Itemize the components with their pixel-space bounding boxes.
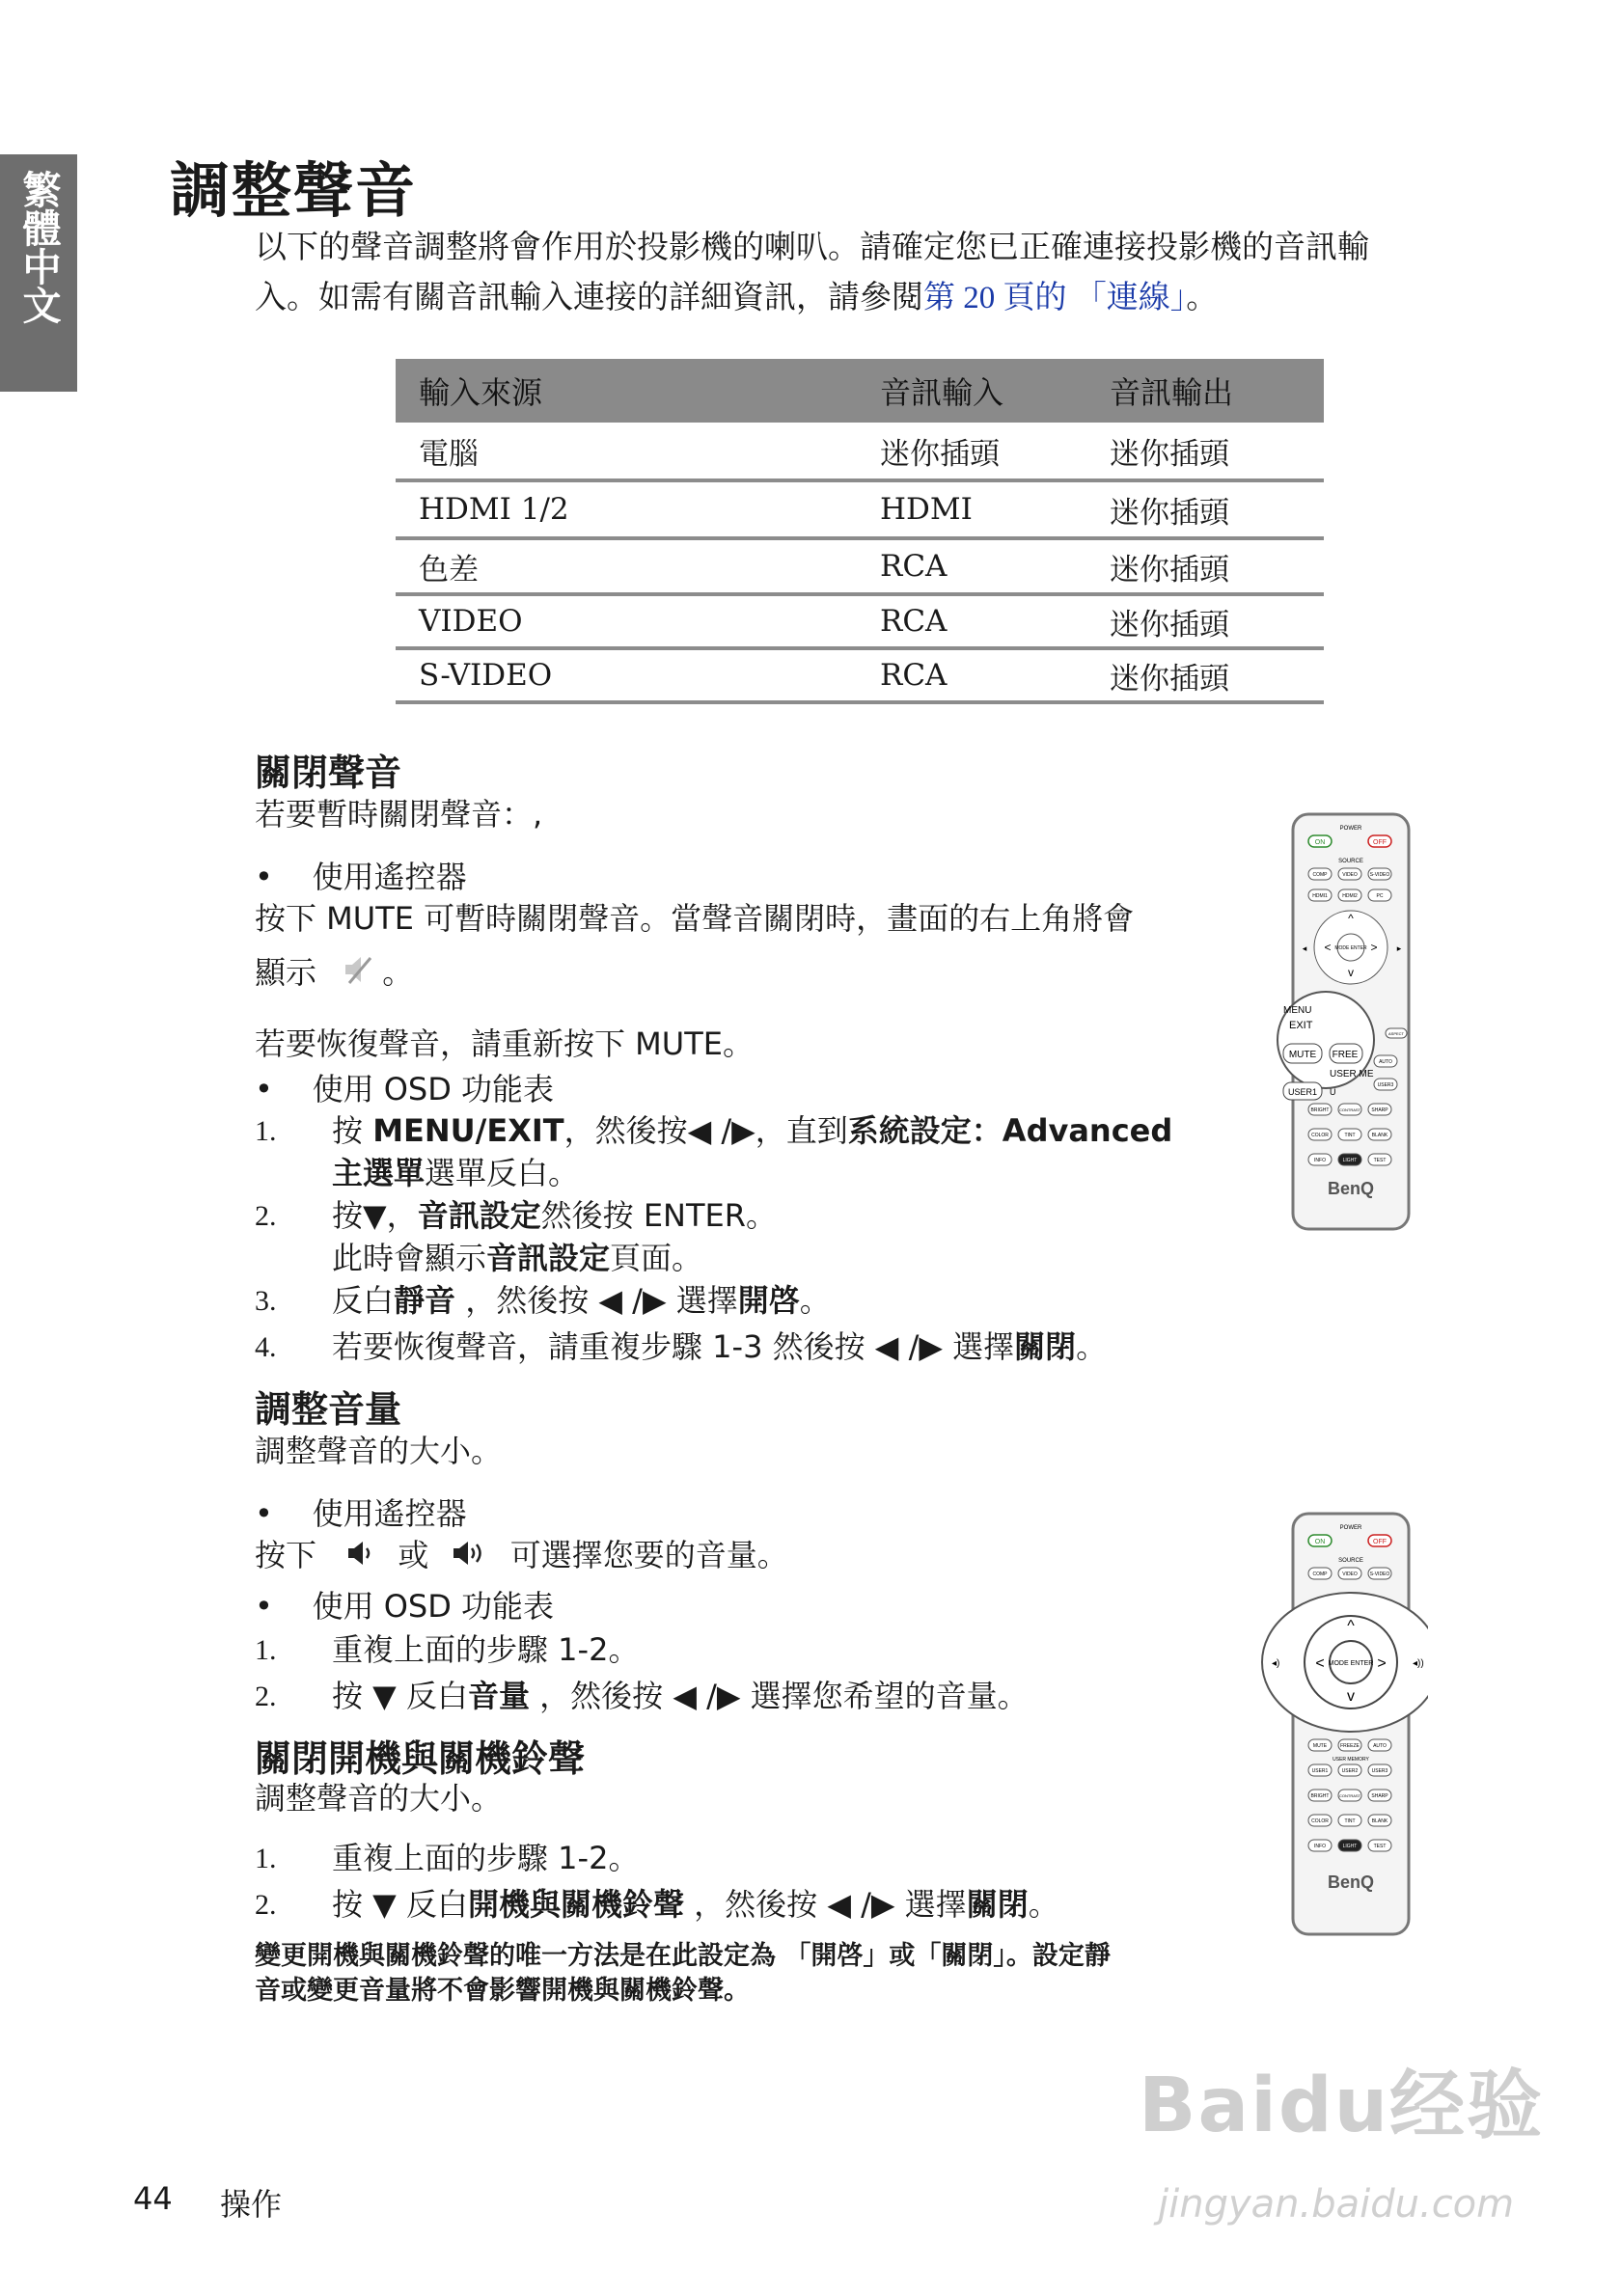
svg-text:v: v bbox=[1348, 966, 1354, 979]
table-cell: S-VIDEO bbox=[396, 648, 857, 702]
audio-source-table bbox=[396, 359, 1324, 704]
remote-blank-label: BLANK bbox=[1371, 1133, 1388, 1138]
intro-line-2-text: 入。如需有關音訊輸入連接的詳細資訊，請參閱 bbox=[255, 278, 923, 315]
remote-off-label: OFF bbox=[1373, 839, 1387, 846]
table-row bbox=[396, 480, 1324, 538]
remote-brand-logo: BenQ bbox=[1327, 1179, 1375, 1198]
baidu-watermark-logo: Baidu经验 bbox=[1139, 2063, 1545, 2149]
step-text: ，然後按 ◀ /▶ 選擇您希望的音量。 bbox=[529, 1678, 1029, 1714]
remote-off-label: OFF bbox=[1373, 1539, 1387, 1545]
language-side-tab bbox=[0, 154, 77, 392]
remote-on-label: ON bbox=[1314, 1539, 1326, 1545]
table-cell: 迷你插頭 bbox=[1086, 648, 1324, 702]
mute-press-line-2-text: 顯示 bbox=[255, 954, 317, 991]
volume-bullet-osd: • 使用 OSD 功能表 bbox=[255, 1588, 555, 1625]
remote-svideo-label: S-VIDEO bbox=[1369, 1572, 1390, 1577]
remote-brand-logo: BenQ bbox=[1327, 1872, 1375, 1892]
table-cell: 迷你插頭 bbox=[1086, 423, 1324, 480]
mute-step-4-num: 4. bbox=[255, 1331, 277, 1363]
step-text: 頁面。 bbox=[610, 1240, 703, 1276]
remote-tint-label: TINT bbox=[1344, 1818, 1356, 1824]
step-text: 按 ▼ 反白 bbox=[332, 1678, 468, 1714]
mute-restore: 若要恢復聲音，請重新按下 MUTE。 bbox=[255, 1025, 754, 1062]
remote-sharp-label: SHARP bbox=[1371, 1107, 1388, 1113]
volume-press-text: 可選擇您要的音量。 bbox=[509, 1537, 788, 1573]
remote-bright-label: BRIGHT bbox=[1310, 1793, 1330, 1799]
mute-speaker-icon bbox=[342, 952, 376, 998]
remote-tint-label: TINT bbox=[1344, 1133, 1356, 1138]
remote-user1-label: USER1 bbox=[1311, 1768, 1329, 1774]
language-tab-label: 繁體中文 bbox=[16, 170, 61, 324]
page-number: 44 bbox=[133, 2180, 173, 2217]
mute-press-line-2-end: 。 bbox=[382, 954, 414, 991]
remote-mode-enter-label: MODE ENTER bbox=[1334, 945, 1367, 951]
beep-step-1-num: 1. bbox=[255, 1843, 277, 1874]
volume-step-2-num: 2. bbox=[255, 1681, 277, 1712]
intro-paragraph bbox=[255, 222, 1432, 323]
volume-up-icon bbox=[451, 1536, 489, 1578]
table-cell: 迷你插頭 bbox=[1086, 594, 1324, 648]
remote-control-mute-illustration bbox=[1254, 810, 1428, 1235]
svg-text:>: > bbox=[1370, 941, 1378, 954]
remote-contrast-label: CONTRAST bbox=[1339, 1107, 1360, 1112]
table-cell: RCA bbox=[857, 648, 1086, 702]
step-bold: 系統設定：Advanced bbox=[847, 1112, 1173, 1149]
mute-heading: 關閉聲音 bbox=[255, 752, 402, 794]
mute-bullet-remote: • 使用遙控器 bbox=[255, 859, 467, 895]
svg-text:◂: ◂ bbox=[1302, 943, 1307, 953]
svg-text:v: v bbox=[1347, 1688, 1355, 1705]
volume-bullet-remote: • 使用遙控器 bbox=[255, 1495, 467, 1532]
mute-step-3 bbox=[332, 1279, 1220, 1322]
beep-step-2-num: 2. bbox=[255, 1889, 277, 1921]
remote-test-label: TEST bbox=[1373, 1158, 1387, 1163]
table-cell: 電腦 bbox=[396, 423, 857, 480]
step-text: ，然後按 ◀ /▶ 選擇 bbox=[455, 1282, 738, 1319]
volume-bullet-osd-text: 使用 OSD 功能表 bbox=[312, 1588, 555, 1625]
remote-info-label: INFO bbox=[1314, 1158, 1326, 1163]
beep-step-1 bbox=[332, 1837, 1220, 1879]
beep-desc: 調整聲音的大小。 bbox=[255, 1780, 503, 1817]
table-row bbox=[396, 538, 1324, 594]
step-bold: 靜音 bbox=[394, 1282, 456, 1319]
remote-callout-menu: MENU bbox=[1283, 1005, 1312, 1016]
remote-user3-label: USER3 bbox=[1377, 1082, 1394, 1088]
step-text: 按 bbox=[332, 1112, 373, 1149]
remote-callout-mute-label: MUTE bbox=[1288, 1050, 1317, 1060]
step-text: 按▼， bbox=[332, 1197, 418, 1234]
step-text: 重複上面的步驟 1-2。 bbox=[332, 1840, 640, 1876]
mute-step-1 bbox=[332, 1109, 1220, 1194]
remote-mute-label: MUTE bbox=[1312, 1743, 1328, 1749]
intro-line-2 bbox=[255, 272, 1432, 323]
remote-comp-label: COMP bbox=[1312, 1572, 1328, 1577]
beep-note-line-2: 音或變更音量將不會影響開機與關機鈴聲。 bbox=[255, 1976, 750, 2006]
connection-page-link[interactable]: 第 20 頁的 「連線」 bbox=[923, 281, 1187, 315]
step-text: 選單反白。 bbox=[425, 1155, 580, 1191]
volume-desc: 調整聲音的大小。 bbox=[255, 1433, 503, 1469]
svg-text:^: ^ bbox=[1348, 912, 1354, 925]
table-cell: RCA bbox=[857, 594, 1086, 648]
remote-video-label: VIDEO bbox=[1342, 872, 1358, 878]
mute-press-line-2 bbox=[255, 951, 413, 998]
volume-down-icon bbox=[345, 1536, 376, 1578]
step-bold: 音訊設定 bbox=[417, 1197, 541, 1234]
remote-sharp-label: SHARP bbox=[1371, 1793, 1388, 1799]
table-cell: HDMI bbox=[857, 480, 1086, 538]
svg-text:>: > bbox=[1377, 1655, 1387, 1672]
mute-step-2 bbox=[332, 1194, 1220, 1279]
remote-callout-user1-label: USER1 bbox=[1287, 1087, 1318, 1097]
remote-callout-freeze-label: FREE bbox=[1332, 1050, 1359, 1060]
mute-bullet-osd: • 使用 OSD 功能表 bbox=[255, 1071, 555, 1107]
svg-text:<: < bbox=[1324, 941, 1332, 954]
mute-desc: 若要暫時關閉聲音：, bbox=[255, 796, 543, 833]
volume-press-line bbox=[255, 1534, 788, 1578]
step-text: 然後按 ENTER。 bbox=[540, 1197, 777, 1234]
remote-volume-up-icon: ◂)) bbox=[1413, 1658, 1424, 1669]
svg-text:^: ^ bbox=[1347, 1618, 1355, 1634]
remote-auto-label: AUTO bbox=[1373, 1743, 1387, 1749]
remote-callout-user-label: USER ME bbox=[1330, 1069, 1374, 1080]
step-text: ，然後按 ◀ /▶ 選擇 bbox=[683, 1886, 967, 1923]
table-cell: RCA bbox=[857, 538, 1086, 594]
volume-press-text: 按下 bbox=[255, 1537, 317, 1573]
remote-info-label: INFO bbox=[1314, 1844, 1326, 1849]
table-row bbox=[396, 594, 1324, 648]
remote-comp-label: COMP bbox=[1312, 872, 1328, 878]
remote-volume-down-icon: ◂) bbox=[1272, 1658, 1280, 1669]
page-title: 調整聲音 bbox=[170, 155, 418, 226]
remote-test-label: TEST bbox=[1373, 1844, 1387, 1849]
remote-pc-label: PC bbox=[1376, 893, 1384, 899]
remote-mode-enter-label: MODE ENTER bbox=[1328, 1660, 1374, 1667]
remote-auto-label: AUTO bbox=[1379, 1059, 1392, 1065]
volume-step-1-num: 1. bbox=[255, 1634, 277, 1666]
remote-callout-u-label: U bbox=[1330, 1087, 1336, 1097]
intro-line-1: 以下的聲音調整將會作用於投影機的喇叭。請確定您已正確連接投影機的音訊輸 bbox=[255, 228, 1369, 265]
remote-contrast-label: CONTRAST bbox=[1339, 1793, 1360, 1798]
table-row bbox=[396, 648, 1324, 702]
volume-step-1 bbox=[332, 1628, 1220, 1671]
volume-heading: 調整音量 bbox=[255, 1388, 402, 1431]
remote-video-label: VIDEO bbox=[1342, 1572, 1358, 1577]
beep-note-line-1: 變更開機與關機鈴聲的唯一方法是在此設定為 「開啓」或「關閉」。設定靜 bbox=[255, 1941, 1111, 1971]
step-bold: 開啓 bbox=[737, 1282, 800, 1319]
footer-section: 操作 bbox=[220, 2186, 283, 2223]
remote-color-label: COLOR bbox=[1311, 1818, 1329, 1824]
remote-user2-label: USER2 bbox=[1341, 1768, 1359, 1774]
step-text: 此時會顯示 bbox=[332, 1240, 487, 1276]
beep-step-2 bbox=[332, 1883, 1258, 1926]
remote-callout-exit: EXIT bbox=[1289, 1020, 1313, 1031]
remote-power-label: POWER bbox=[1339, 1525, 1362, 1531]
step-bold: MENU/EXIT bbox=[372, 1112, 564, 1149]
intro-line-2-end: 。 bbox=[1186, 278, 1219, 315]
volume-bullet-remote-text: 使用遙控器 bbox=[312, 1495, 467, 1532]
step-bold: 主選單 bbox=[332, 1155, 426, 1191]
step-text: 。 bbox=[1076, 1328, 1108, 1365]
svg-text:<: < bbox=[1315, 1655, 1325, 1672]
remote-hdmi1-label: HDMI1 bbox=[1312, 893, 1328, 899]
step-text: ，然後按◀ /▶，直到 bbox=[563, 1112, 848, 1149]
baidu-watermark-url: jingyan.baidu.com bbox=[1158, 2182, 1515, 2227]
remote-user3-label: USER3 bbox=[1371, 1768, 1388, 1774]
table-cell: HDMI 1/2 bbox=[396, 480, 857, 538]
remote-user-memory-label: USER MEMORY bbox=[1333, 1757, 1369, 1763]
mute-step-2-num: 2. bbox=[255, 1200, 277, 1232]
mute-step-3-num: 3. bbox=[255, 1285, 277, 1317]
remote-source-label: SOURCE bbox=[1338, 859, 1363, 864]
step-text: 反白 bbox=[332, 1282, 395, 1319]
volume-step-2 bbox=[332, 1675, 1220, 1717]
table-header-input-source: 輸入來源 bbox=[396, 359, 857, 423]
step-bold: 音訊設定 bbox=[486, 1240, 611, 1276]
remote-power-label: POWER bbox=[1339, 826, 1362, 832]
volume-press-or: 或 bbox=[398, 1537, 429, 1573]
step-text: 重複上面的步驟 1-2。 bbox=[332, 1631, 640, 1668]
mute-step-1-num: 1. bbox=[255, 1115, 277, 1147]
remote-source-label: SOURCE bbox=[1338, 1558, 1363, 1564]
step-text: 若要恢復聲音，請重複步驟 1-3 然後按 ◀ /▶ 選擇 bbox=[332, 1328, 1015, 1365]
step-text: 。 bbox=[799, 1282, 831, 1319]
mute-bullet-osd-text: 使用 OSD 功能表 bbox=[312, 1071, 555, 1107]
table-cell: 迷你插頭 bbox=[1086, 480, 1324, 538]
step-text: 。 bbox=[1028, 1886, 1059, 1923]
step-bold: 關閉 bbox=[966, 1886, 1029, 1923]
step-bold: 關閉 bbox=[1014, 1328, 1077, 1365]
table-header-audio-in: 音訊輸入 bbox=[857, 359, 1086, 423]
mute-press-line-1: 按下 MUTE 可暫時關閉聲音。當聲音關閉時，畫面的右上角將會 bbox=[255, 900, 1135, 937]
beep-note bbox=[255, 1939, 1181, 2009]
remote-control-volume-illustration bbox=[1254, 1510, 1428, 1944]
remote-color-label: COLOR bbox=[1311, 1133, 1329, 1138]
remote-light-label: LIGHT bbox=[1342, 1844, 1358, 1849]
remote-aspect-label: ASPECT bbox=[1387, 1031, 1405, 1036]
table-header-audio-out: 音訊輸出 bbox=[1086, 359, 1324, 423]
table-row bbox=[396, 423, 1324, 480]
remote-light-label: LIGHT bbox=[1342, 1158, 1358, 1163]
mute-bullet-remote-text: 使用遙控器 bbox=[312, 859, 467, 895]
table-cell: 迷你插頭 bbox=[1086, 538, 1324, 594]
remote-blank-label: BLANK bbox=[1371, 1818, 1388, 1824]
table-cell: 色差 bbox=[396, 538, 857, 594]
beep-heading: 關閉開機與關機鈴聲 bbox=[255, 1737, 586, 1780]
table-header-row bbox=[396, 359, 1324, 423]
svg-text:▸: ▸ bbox=[1396, 943, 1402, 953]
step-text: 按 ▼ 反白 bbox=[332, 1886, 468, 1923]
remote-on-label: ON bbox=[1314, 839, 1326, 846]
remote-bright-label: BRIGHT bbox=[1310, 1107, 1330, 1113]
remote-hdmi2-label: HDMI2 bbox=[1342, 893, 1358, 899]
step-bold: 開機與關機鈴聲 bbox=[467, 1886, 684, 1923]
table-cell: 迷你插頭 bbox=[857, 423, 1086, 480]
remote-svideo-label: S-VIDEO bbox=[1369, 872, 1390, 878]
table-cell: VIDEO bbox=[396, 594, 857, 648]
step-bold: 音量 bbox=[467, 1678, 530, 1714]
remote-freeze-label: FREEZE bbox=[1340, 1743, 1360, 1749]
mute-step-4 bbox=[332, 1326, 1278, 1368]
